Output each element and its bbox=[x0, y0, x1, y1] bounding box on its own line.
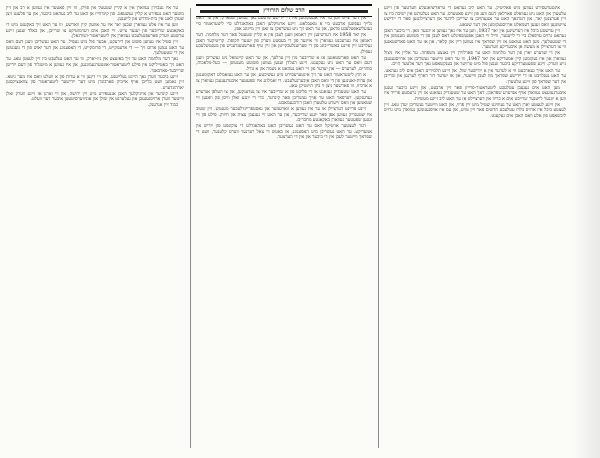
paragraph: ער האט אויך געארבעט ווי א לערער אין א ייִדישער שול, און זיינע תלמידים האבן אים ליב געהאט. ער האט געגלויבט אז די ייִדישע שפראך מוז לעבן ווייטער, און אז יעדער דור דארף לערנען און שרייבן אין דער שפראך פון זיינע עלטערן. bbox=[384, 68, 566, 85]
paragraph: זיינע ביכער ווערן נאך היינט געלייענט, און זיי דינען ווי א עדות פון א וועלט וואס איז מער ניטא. זיין נאמען וועט בלייבן אויף אייביק פארבונדן מיט דער ייִדישער ליטעראטור פון צוואנציקסטן יארהונדערט. bbox=[6, 74, 184, 91]
paragraph: נאך דער מלחמה האט ער זיך באזעצט אין ניו-יארק, ווו ער האט געלעבט ביז זיין לעצטן טאג. ער האט זיך באטייליקט אין פילע ליטעראטור-אונטערנעמונגען, און איז געווען א מיטגליד פון דעם ייִדישן שרייבער-פארבאנד. bbox=[6, 57, 184, 74]
paragraph: ווען ער איז אלט געווארן זעכצן יאר איז ער אוועק קיין ווארשע, ווו ער האט זיך באקענט מיט די באקאנטע שרייבער פון יענער צייט. זיי האבן אים דערמוטיקט צו שרייבן, און באלד זענען זיינע ערשטע ווערק פארעפנטלעכט געווארן אין ליטעראטור-זשורנאלן. bbox=[6, 23, 184, 40]
article-column-middle bbox=[196, 16, 372, 450]
headline-rule bbox=[200, 10, 259, 13]
paragraph: זיינע קינדער און אייניקלעך האבן אנגעפירט מיט זיין ירושה, און זיי זארגן אז זיינע ווערק זאלן ווייטער ווערן ארויסגעגעבן און געלערנט אין שולן און אוניווערסיטעטן איבער דער וועלט. bbox=[6, 91, 184, 103]
paragraph: זיינע פריינט דערציילן אז ער איז געווען א ווארעמער און גאסטפריינדלעכער מענטש. זיין שטוב איז שטענדיק געווען אפן פאר יונגע שרייבער, און ער האט זיי געגעבן עצות און חיזוק. פילע פון זיי זענען שפעטער געווארן באקאנטע מחברים. bbox=[196, 107, 372, 124]
paragraph: אין די שווערע יארן פון דער מלחמה האט ער פארלוירן זיין גאנצע משפחה. ער אליין איז ניצול געווארן און איז געקומען קיין אמעריקע אין יאר 1947, ווו ער האט ווייטער געשריבן און ארויסגעגעבן נייע ווערק. זיינע שפעטערדיקע ביכער זענען פול מיט טרויער און בענקשאפט נאך דער אלטער היים. bbox=[384, 51, 566, 68]
column-divider bbox=[190, 8, 191, 448]
paragraph: ער איז געבוירן געווארן אין א קליין שטעטל אין פוילן, ווו זיין פאטער איז געווען א רב און זיין מוטער האט געפירט א קליין געשעפט. פון קינדווייז אן האט ער ליב געהאט ביכער, און ער פלעגט זיצן שעהן לאנג אין בית-מדרש און לייענען. bbox=[6, 6, 184, 23]
paragraph: אין יאר 1958 איז דערשינען זיין ראמאן וועגן לעבן אין א קליין שטעטל פאר דער מלחמה. דער ראמאן איז גערעכנט געווארן ווי איינער פון די בעסטע ווערק פון יענער תקופה. קריטיקער האבן געלויבט זיין פיינע באשרייבונג פון די פערזענלעכקייטן און זיין טיף פארשטענדעניש פון מענטשלעכע געפילן. bbox=[196, 33, 372, 55]
paragraph: דער לעצטער ארטיקל וואס ער האט געשריבן האט באהאנדלט די צוקונפט פון ייִדיש אין אמעריקע. ער האט געשריבן מיט האפענונג, אז כאטש די צאל רעדנער ווערט קלענער, וועט די שפראך ווייטער לעבן אין די ביכער און אין די הערצער. bbox=[196, 124, 372, 141]
paragraph: מען האט אים געגעבן עטלעכע ליטעראטור-פרייזן פאר זיין ארבעט, און זיינע ביכער זענען איבערגעזעצט געווארן אויף אנדערע שפראכן. דאך האט ער שטענדיק געזאגט אז זיין גרעסטע פרייד איז ווען א יונגער לייענער שרייבט אים א בריוו און דערציילט אז ער האט ליב זיינע מעשיות. bbox=[384, 85, 566, 102]
paragraph: ער האט שטענדיק געזאגט אז די פליכט פון א שרייבער איז צו געדענקען, און צו העלפן אנדערע געדענקען. דערפאר האט ער אויך געשריבן פאר קינדער, כדי די יונגע זאלן וויסן פון וואנען זיי שטאמען און וואס זייערע עלטערן האבן דורכגעמאכט. bbox=[196, 90, 372, 107]
paragraph: אין זיינע לעצטע יארן האט ער געוווינט שטיל מיט זיין פרוי, און האט ווייטער געשריבן יעדן טאג. זיין לעצטע ביכל איז ארויס בלויז עטלעכע חדשים פאר זיין טויט, און עס איז אויפגענומען געווארן מיט גרויס ליבשאפט פון אלע וואס האבן אים געקענט. bbox=[384, 102, 566, 119]
paragraph: זיין סטיל איז געווען פשוט און דירעקט, אבער פול מיט געפיל. ער האט געשריבן וועגן דעם וואס ער האט געזען ארום זיך — די ארעמקייט, די פרומקייט, די האפענונג און דער יאוש פון די מענטשן אין די שטעטלעך. bbox=[6, 40, 184, 57]
paragraph: כבוד זיין אנדענק. bbox=[147, 103, 178, 109]
paragraph: זיין ערשטע ביכל איז דערשינען אין יאר 1937, ווען ער איז נאך געווען א יונגער מאן. די ביכער האבן געהאט גרויס ערפאלג ביי די לייענער, ווייל זיי האבן אפגעשפיגלט דאס לעבן פון די פשוטע מענטשן אין די שטעטלעך. מען האט געזאגט אז זיין שפראך איז געווען ריין און קלאר, און אז ער האט פארשטאנען ווי צו דערציילן א מעשה אן איבעריקע ווערטער. bbox=[384, 28, 566, 51]
article-headline: הרב שלום הורוויץ bbox=[263, 7, 305, 14]
page-edge-shadow bbox=[572, 0, 600, 458]
article-column-left bbox=[6, 6, 184, 450]
paragraph: אינטערעסירט געווען מיט פאליטיק. ער האט ליב געהאט די טראדיציאנעלע ווערטער פון זיינע עלטערן און האט ניט געוואלט פארלאזן דעם וועג פון זיינע פאטערס. ער האט געלערנט אין ישיבה ביז צו זיין פערצנטן יאר, און דערנאך האט ער אנגעהויבן צו שרייבן לידער און דערציילונגען פאר די ייִדישע צייטונגען וואס זענען דעמאלט ארויסגעקומען אין דער שטאט. bbox=[384, 6, 566, 28]
paragraph: אין דער צייט ווען ער איז אנגעקומען איז די ייִדישע פרעסע נאך געווען שטארק, און ער האט גלייך געפונען ארבעט ביי א טאגבלאט. זיינע ארטיקלען האבן באהאנדלט סיי ליטעראטור סיי געזעלשאפטלעכע פראגן, און ער האט זיך ניט געשראקן צו זאגן זיין מיינונג אפן. bbox=[196, 16, 372, 33]
article-column-right bbox=[384, 6, 566, 450]
paragraph: ער האט פארשטאנען אז א שרייבער מוז זיין ערלעך, און ער האט קיינמאל ניט געשריבן וועגן דעם וואס ער האט ניט געקענט. זיינע העלדן זענען געווען פשוטע מענטשן — בעל-מלאכות, סוחרים, לערערס — און יעדער פון זיי האט געהאט א נשמה און א גורל. bbox=[196, 55, 372, 72]
column-divider bbox=[378, 8, 379, 448]
headline-rule bbox=[309, 10, 368, 13]
paragraph: א חוץ ליטעראטור האט ער זיך אינטערעסירט מיט געשיכטע, און ער האט געזאמלט דאקומענטן און עדות-זאגונגען פון די וואס האבן איבערגעלעבט. די זאמלונג איז שפעטער איבערגעגעבן געווארן צו א ארכיוו, ווו פארשער ניצן זי ביזן היינטיקן טאג. bbox=[196, 72, 372, 90]
